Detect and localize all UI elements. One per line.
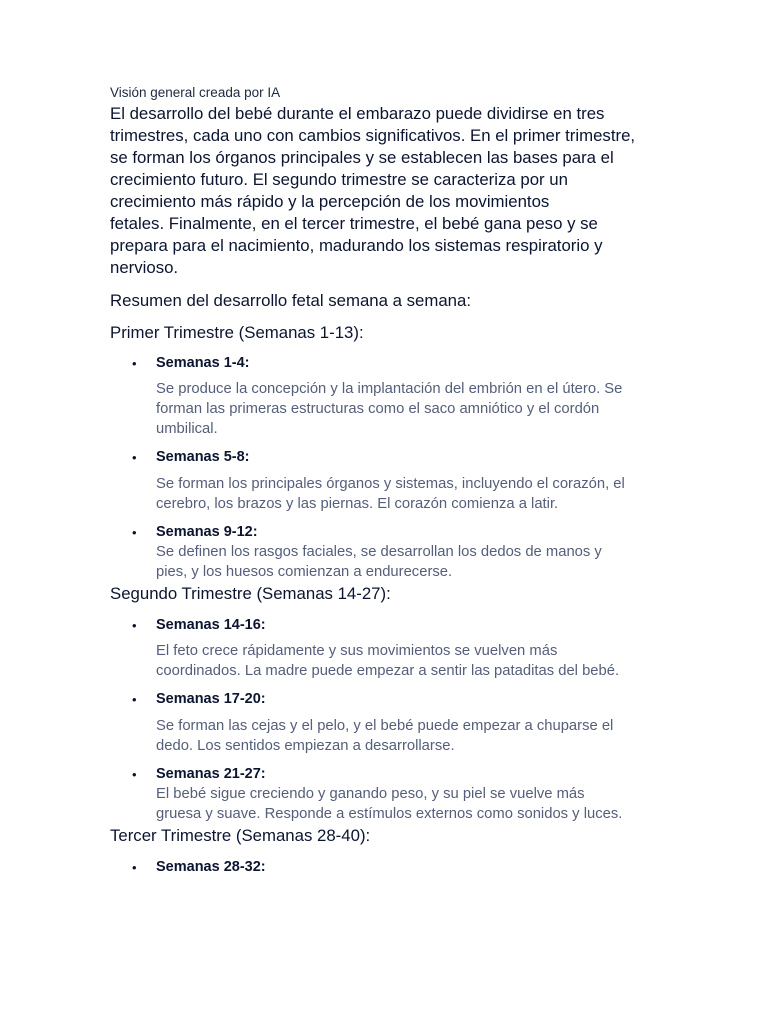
trimester-heading-first: Primer Trimestre (Semanas 1-13): bbox=[110, 323, 364, 342]
week-description bbox=[156, 542, 670, 582]
list-item bbox=[110, 447, 670, 514]
weeks-list-second bbox=[110, 615, 670, 824]
week-description bbox=[156, 379, 670, 439]
weeks-list-first bbox=[110, 353, 670, 582]
week-description bbox=[156, 474, 670, 514]
trimester-heading-third: Tercer Trimestre (Semanas 28-40): bbox=[110, 826, 371, 845]
intro-paragraph bbox=[110, 103, 670, 279]
weeks-list-third bbox=[110, 857, 670, 877]
week-description bbox=[156, 784, 670, 824]
description-line: dedo. Los sentidos empiezan a desarrollarse. bbox=[156, 738, 455, 754]
description-line: gruesa y suave. Responde a estímulos externos como sonidos y luces. bbox=[156, 806, 623, 822]
intro-line: prepara para el nacimiento, madurando los sistemas respiratorio y bbox=[110, 236, 603, 255]
description-line: coordinados. La madre puede empezar a sentir las pataditas del bebé. bbox=[156, 663, 620, 679]
description-line: forman las primeras estructuras como el saco amniótico y el cordón bbox=[156, 401, 600, 417]
list-item bbox=[110, 353, 670, 439]
ai-overview-label: Visión general creada por IA bbox=[110, 85, 281, 100]
summary-heading: Resumen del desarrollo fetal semana a semana: bbox=[110, 291, 471, 310]
description-line: umbilical. bbox=[156, 421, 218, 437]
list-item bbox=[110, 857, 670, 877]
list-item bbox=[110, 615, 670, 681]
bullet-icon: • bbox=[132, 692, 137, 707]
description-line: cerebro, los brazos y las piernas. El corazón comienza a latir. bbox=[156, 496, 559, 512]
weeks-label: Semanas 21-27: bbox=[156, 766, 266, 782]
weeks-label: Semanas 17-20: bbox=[156, 691, 266, 707]
weeks-label: Semanas 14-16: bbox=[156, 617, 266, 633]
bullet-icon: • bbox=[132, 618, 137, 633]
intro-line: crecimiento más rápido y la percepción de los movimientos bbox=[110, 192, 550, 211]
description-line: Se produce la concepción y la implantación del embrión en el útero. Se bbox=[156, 381, 623, 397]
trimester-heading-second: Segundo Trimestre (Semanas 14-27): bbox=[110, 584, 391, 603]
intro-line: se forman los órganos principales y se establecen las bases para el bbox=[110, 148, 614, 167]
bullet-icon: • bbox=[132, 860, 137, 875]
bullet-icon: • bbox=[132, 525, 137, 540]
description-line: pies, y los huesos comienzan a endurecerse. bbox=[156, 564, 453, 580]
weeks-label: Semanas 1-4: bbox=[156, 355, 250, 371]
week-description bbox=[156, 641, 670, 681]
intro-line: fetales. Finalmente, en el tercer trimestre, el bebé gana peso y se bbox=[110, 214, 598, 233]
bullet-icon: • bbox=[132, 450, 137, 465]
list-item bbox=[110, 689, 670, 756]
document-page bbox=[110, 84, 670, 877]
description-line: El bebé sigue creciendo y ganando peso, y su piel se vuelve más bbox=[156, 786, 585, 802]
intro-line: crecimiento futuro. El segundo trimestre se caracteriza por un bbox=[110, 170, 568, 189]
weeks-label: Semanas 5-8: bbox=[156, 449, 250, 465]
description-line: Se definen los rasgos faciales, se desarrollan los dedos de manos y bbox=[156, 544, 602, 560]
intro-line: trimestres, cada uno con cambios significativos. En el primer trimestre, bbox=[110, 126, 636, 145]
bullet-icon: • bbox=[132, 356, 137, 371]
intro-line: nervioso. bbox=[110, 258, 179, 277]
weeks-label: Semanas 28-32: bbox=[156, 859, 266, 875]
week-description bbox=[156, 716, 670, 756]
description-line: Se forman las cejas y el pelo, y el bebé puede empezar a chuparse el bbox=[156, 718, 614, 734]
intro-line: El desarrollo del bebé durante el embarazo puede dividirse en tres bbox=[110, 104, 605, 123]
description-line: El feto crece rápidamente y sus movimientos se vuelven más bbox=[156, 643, 558, 659]
list-item bbox=[110, 522, 670, 582]
description-line: Se forman los principales órganos y sistemas, incluyendo el corazón, el bbox=[156, 476, 625, 492]
bullet-icon: • bbox=[132, 767, 137, 782]
list-item bbox=[110, 764, 670, 824]
weeks-label: Semanas 9-12: bbox=[156, 524, 258, 540]
